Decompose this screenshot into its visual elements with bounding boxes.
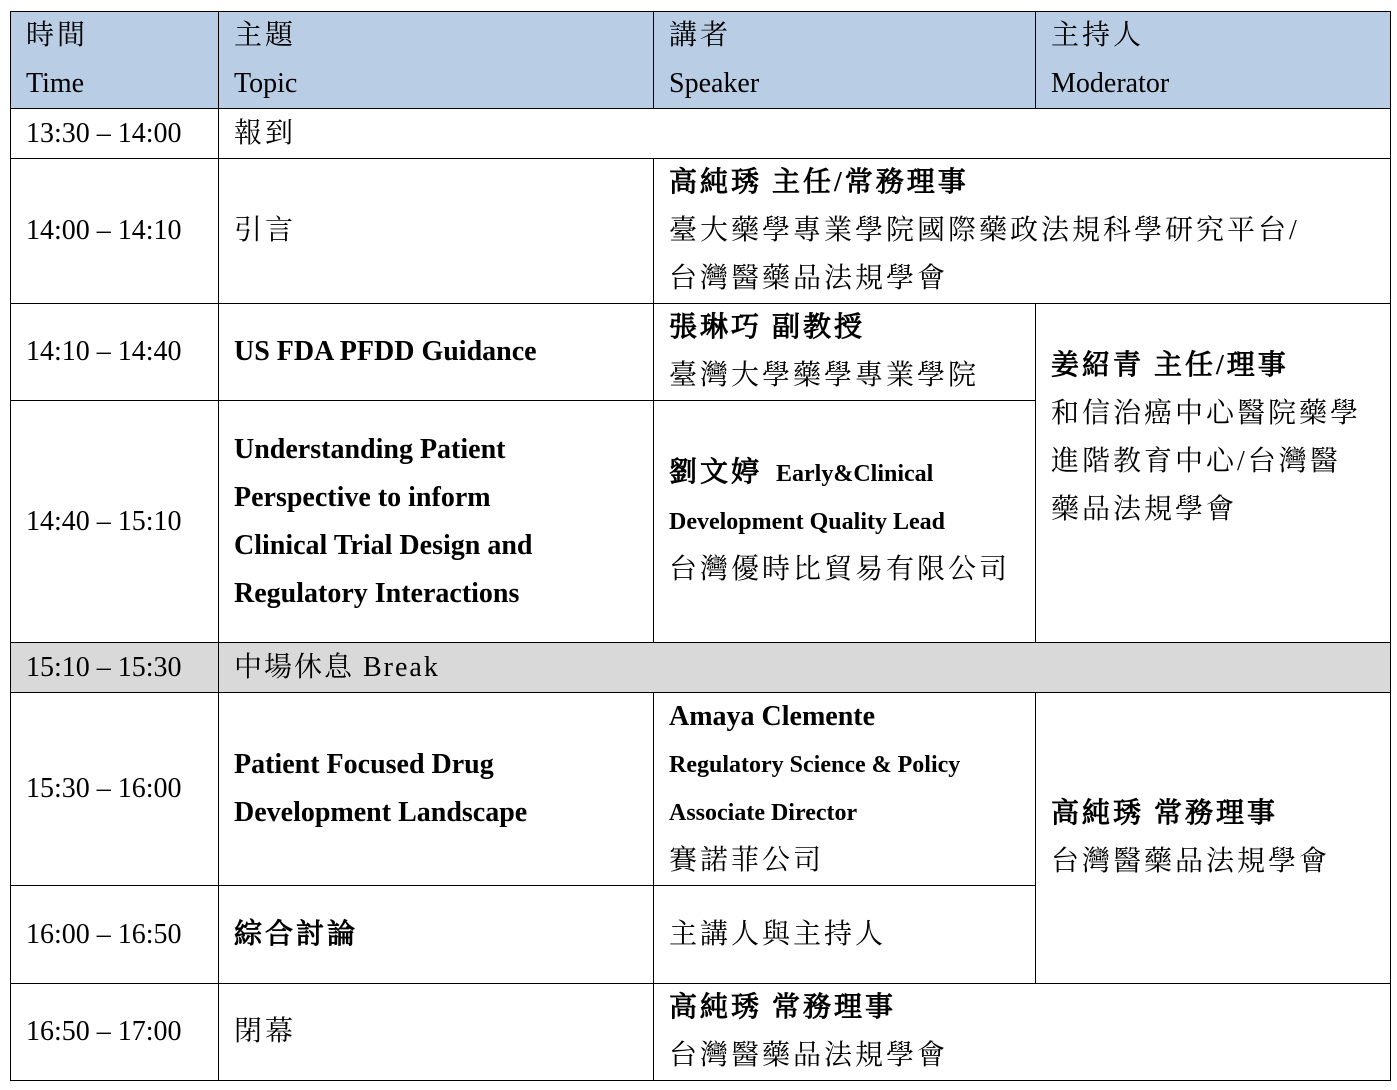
time-cell: 14:40 – 15:10 [11, 401, 219, 643]
speaker-cell [654, 401, 1036, 643]
speaker-affiliation: 台灣醫藥品法規學會 [669, 263, 949, 294]
header-moderator [1036, 12, 1391, 109]
header-topic-en: Topic [234, 68, 298, 99]
speaker-cell [654, 693, 1036, 886]
speaker-title: Associate Director [669, 800, 858, 826]
speaker-cell [654, 984, 1391, 1081]
moderator-cell [1036, 304, 1391, 643]
speaker-name: 張琳巧 副教授 [669, 312, 866, 343]
time-cell: 14:10 – 14:40 [11, 304, 219, 401]
moderator-name: 高純琇 常務理事 [1051, 798, 1279, 829]
header-moderator-zh: 主持人 [1051, 20, 1145, 51]
header-moderator-en: Moderator [1051, 68, 1170, 99]
topic-line: Development Landscape [234, 797, 528, 828]
speaker-name: Amaya Clemente [669, 701, 876, 732]
header-topic [219, 12, 654, 109]
topic-line: Understanding Patient [234, 433, 506, 465]
moderator-name: 姜紹青 主任/理事 [1051, 350, 1289, 381]
topic-cell: US FDA PFDD Guidance [219, 304, 654, 401]
topic-cell: 引言 [219, 159, 654, 304]
moderator-affiliation: 和信治癌中心醫院藥學 [1051, 398, 1362, 429]
header-topic-zh: 主題 [234, 20, 297, 51]
header-row [11, 12, 1391, 109]
topic-cell: 閉幕 [219, 984, 654, 1081]
speaker-title: Regulatory Science & Policy [669, 752, 961, 778]
speaker-affiliation: 臺大藥學專業學院國際藥政法規科學研究平台/ [669, 215, 1300, 246]
speaker-affiliation: 賽諾菲公司 [669, 845, 825, 876]
header-speaker [654, 12, 1036, 109]
speaker-affiliation: 臺灣大學藥學專業學院 [669, 360, 980, 391]
moderator-affiliation: 台灣醫藥品法規學會 [1051, 846, 1331, 877]
speaker-affiliation: 台灣優時比貿易有限公司 [669, 554, 1011, 585]
table-row [11, 304, 1391, 401]
time-cell: 15:30 – 16:00 [11, 693, 219, 886]
speaker-title: Development Quality Lead [669, 509, 945, 535]
time-cell: 13:30 – 14:00 [11, 109, 219, 159]
time-cell: 16:50 – 17:00 [11, 984, 219, 1081]
header-speaker-en: Speaker [669, 68, 760, 99]
topic-cell: 報到 [219, 109, 1391, 159]
speaker-cell [654, 304, 1036, 401]
agenda-table [10, 11, 1391, 1081]
topic-line: Patient Focused Drug [234, 749, 494, 780]
time-cell: 16:00 – 16:50 [11, 886, 219, 984]
topic-cell [219, 401, 654, 643]
header-time-zh: 時間 [26, 20, 89, 51]
topic-cell [219, 693, 654, 886]
speaker-name-line [669, 449, 1035, 498]
table-row [11, 159, 1391, 304]
header-speaker-zh: 講者 [669, 20, 732, 51]
moderator-affiliation: 進階教育中心/台灣醫 [1051, 446, 1341, 477]
header-time-en: Time [26, 68, 85, 99]
topic-cell: 中場休息 Break [219, 643, 1391, 693]
table-row [11, 693, 1391, 886]
speaker-title: Early&Clinical [776, 461, 934, 487]
topic-line: Perspective to inform [234, 481, 491, 513]
speaker-name: 高純琇 常務理事 [669, 992, 897, 1023]
table-row [11, 984, 1391, 1081]
topic-line: Regulatory Interactions [234, 577, 520, 609]
topic-line: Clinical Trial Design and [234, 529, 533, 561]
table-row [11, 109, 1391, 159]
header-time [11, 12, 219, 109]
speaker-cell [654, 159, 1391, 304]
break-row [11, 643, 1391, 693]
speaker-name: 高純琇 主任/常務理事 [669, 167, 969, 198]
speaker-affiliation: 台灣醫藥品法規學會 [669, 1040, 949, 1071]
time-cell: 15:10 – 15:30 [11, 643, 219, 693]
topic-cell: 綜合討論 [219, 886, 654, 984]
speaker-cell: 主講人與主持人 [654, 886, 1036, 984]
moderator-affiliation: 藥品法規學會 [1051, 494, 1238, 525]
speaker-name: 劉文婷 [669, 457, 763, 488]
time-cell: 14:00 – 14:10 [11, 159, 219, 304]
moderator-cell [1036, 693, 1391, 984]
